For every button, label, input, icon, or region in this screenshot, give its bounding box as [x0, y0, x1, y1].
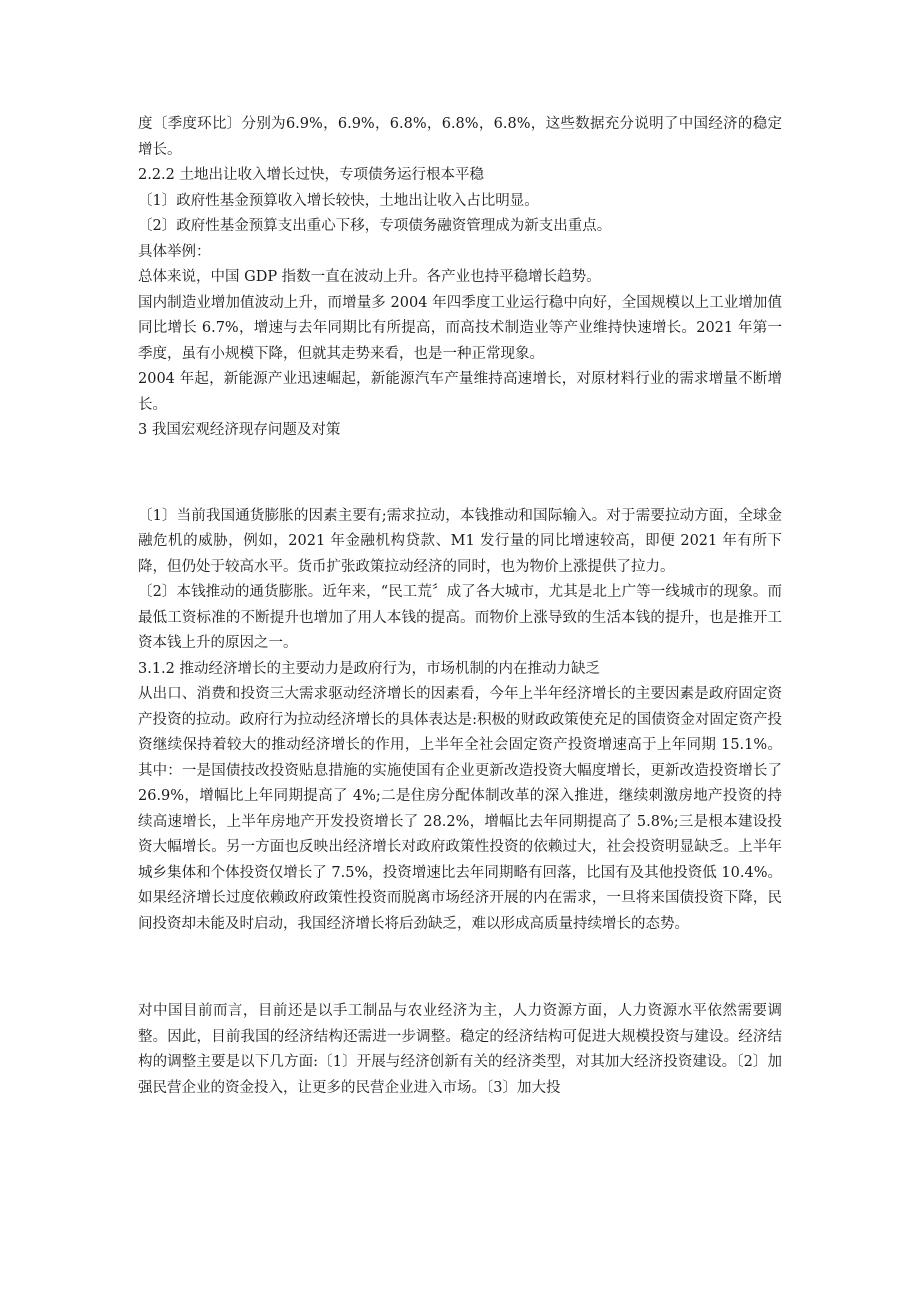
paragraph-quarterly-growth: 度〔季度环比〕分别为6.9%，6.9%，6.8%，6.8%，6.8%，这些数据充分说明了中国经济的稳定增长。 — [138, 116, 782, 158]
paragraph-investment-drivers: 从出口、消费和投资三大需求驱动经济增长的因素看，今年上半年经济增长的主要因素是政府固定资产投资的拉动。政府行为拉动经济增长的具体表达是:积极的财政政策使充足的国债资金对固定资产投资继续保持着较大的推动经济增长的作用，上半年全社会固定资产投资增速高于上年同期 15.1%。其中：一是国债技改投资贴息措施的实施使国有企业更新改造投资大幅度增长，更新改造投资增长了 26.9%，增幅比上年同期提高了 4%;二是住房分配体制改革的深入推进，继续刺激房地产投资的持续高速增长，上半年房地产开发投资增长了 28.2%，增幅比去年同期提高了 5.8%;三是根本建设投资大幅增长。另一方面也反映出经济增长对政府政策性投资的依赖过大，社会投资明显缺乏。上半年城乡集体和个体投资仅增长了 7.5%，投资增速比去年同期略有回落，比国有及其他投资低 10.4%。如果经济增长过度依赖政府政策性投资而脱离市场经济开展的内在需求，一旦将来国债投资下降，民间投资却未能及时启动，我国经济增长将后劲缺乏，难以形成高质量持续增长的态势。 — [138, 686, 782, 932]
list-item-1: 〔1〕政府性基金预算收入增长较快，土地出让收入占比明显。 — [138, 192, 539, 209]
section-heading-3: 3 我国宏观经济现存问题及对策 — [138, 422, 341, 438]
paragraph-economic-structure: 对中国目前而言，目前还是以手工制品与农业经济为主，人力资源方面，人力资源水平依然需要调整。因此，目前我国的经济结构还需进一步调整。稳定的经济结构可促进大规模投资与建设。经济结构的调整主要是以下几方面:〔1〕开展与经济创新有关的经济类型，对其加大经济投资建设。〔2〕加强民营企业的资金投入，让更多的民营企业进入市场。〔3〕加大投 — [138, 1003, 782, 1096]
section-heading-2-2-2: 2.2.2 土地出让收入增长过快，专项债务运行根本平稳 — [138, 167, 485, 183]
document-page — [138, 112, 782, 1101]
paragraph-inflation-cost: 〔2〕本钱推动的通货膨胀。近年来，“民工荒〞成了各大城市，尤其是北上广等一线城市的现象。而最低工资标准的不断提升也增加了用人本钱的提高。而物价上涨导致的生活本钱的提升，也是推开工资本钱上升的原因之一。 — [138, 584, 782, 651]
paragraph-inflation-demand: 〔1〕当前我国通货膨胀的因素主要有;需求拉动，本钱推动和国际输入。对于需要拉动方面，全球金融危机的威胁，例如，2021 年金融机构贷款、M1 发行量的同比增速较高，即便 2021 年有所下降，但仍处于较高水平。货币扩张政策拉动经济的同时，也为物价上涨提供了拉力。 — [138, 507, 782, 575]
list-item-2: 〔2〕政府性基金预算支出重心下移，专项债务融资管理成为新支出重点。 — [138, 218, 612, 234]
section-gap — [138, 937, 782, 999]
paragraph-gdp-index: 总体来说，中国 GDP 指数一直在波动上升。各产业也持平稳增长趋势。 — [138, 269, 601, 285]
example-label: 具体举例： — [138, 243, 211, 260]
section-heading-3-1-2: 3.1.2 推动经济增长的主要动力是政府行为，市场机制的内在推动力缺乏 — [138, 660, 601, 677]
paragraph-new-energy: 2004 年起，新能源产业迅速崛起，新能源汽车产量维持高速增长，对原材料行业的需求增量不断增长。 — [138, 371, 782, 413]
section-gap — [138, 444, 782, 504]
paragraph-manufacturing: 国内制造业增加值波动上升，而增量多 2004 年四季度工业运行稳中向好，全国规模以上工业增加值同比增长 6.7%，增速与去年同期比有所提高，而高技术制造业等产业维持快速增长。2021 年第一季度，虽有小规模下降，但就其走势来看，也是一种正常现象。 — [138, 294, 782, 362]
